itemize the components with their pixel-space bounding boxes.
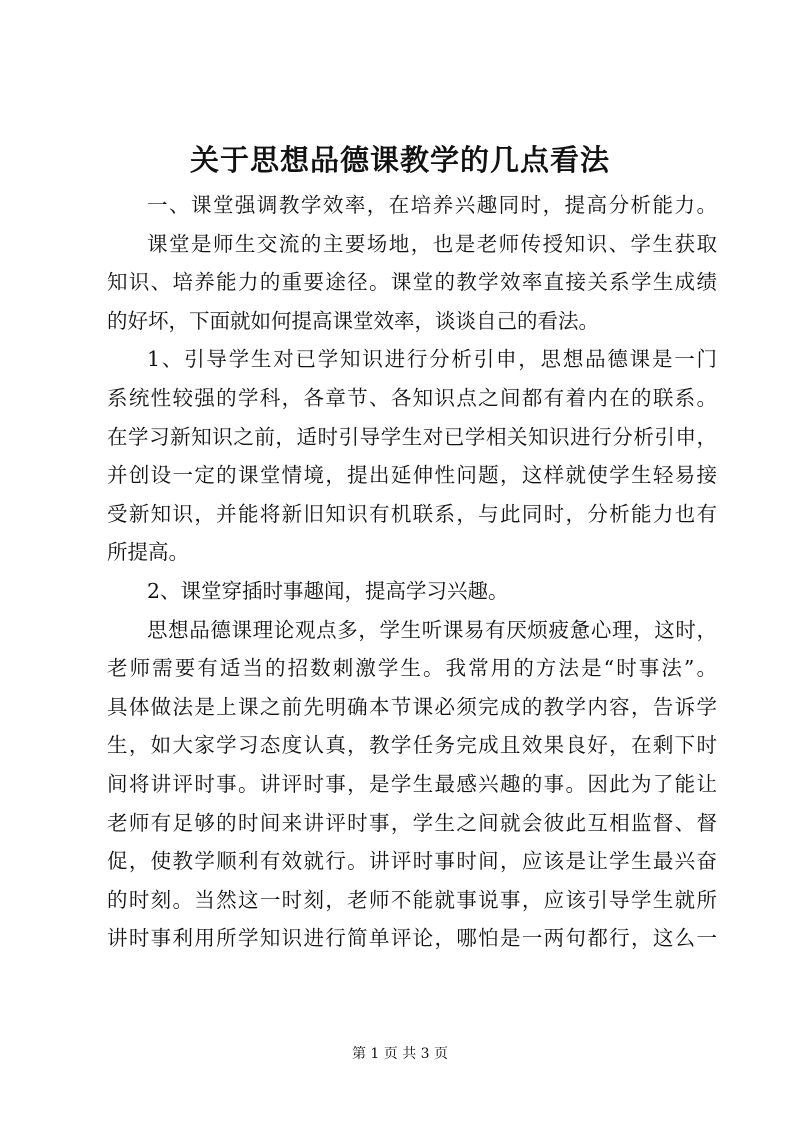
text-line: 讲时事利用所学知识进行简单评论，哪怕是一两句都行，这么一	[107, 926, 717, 951]
text-line: 的时刻。当然这一时刻，老师不能就事说事，应该引导学生就所	[107, 887, 717, 912]
text-line: 知识、培养能力的重要途径。课堂的教学效率直接关系学生成绩	[107, 270, 717, 295]
text-line: 并创设一定的课堂情境，提出延伸性问题，这样就使学生轻易接	[107, 463, 717, 488]
text-line: 受新知识，并能将新旧知识有机联系，与此同时，分析能力也有	[107, 501, 717, 526]
text-line: 促，使教学顺利有效就行。讲评时事时间，应该是让学生最兴奋	[107, 849, 717, 874]
text-line: 在学习新知识之前，适时引导学生对已学相关知识进行分析引申，	[107, 424, 717, 449]
text-line: 间将讲评时事。讲评时事，是学生最感兴趣的事。因此为了能让	[107, 771, 717, 796]
text-line: 一、课堂强调教学效率，在培养兴趣同时，提高分析能力。	[147, 193, 717, 217]
document-title: 关于思想品德课教学的几点看法	[189, 143, 610, 177]
text-line: 系统性较强的学科，各章节、各知识点之间都有着内在的联系。	[107, 385, 717, 410]
text-line: 2、课堂穿插时事趣闻，提高学习兴趣。	[147, 578, 509, 603]
text-line: 老师需要有适当的招数刺激学生。我常用的方法是“时事法”。	[107, 656, 717, 681]
text-line: 1、引导学生对已学知识进行分析引申，思想品德课是一门	[147, 347, 717, 372]
text-line: 的好坏，下面就如何提高课堂效率，谈谈自己的看法。	[107, 308, 599, 333]
document-body	[107, 186, 717, 958]
text-line: 具体做法是上课之前先明确本节课必须完成的教学内容，告诉学	[107, 694, 717, 719]
text-line: 生，如大家学习态度认真，教学任务完成且效果良好，在剩下时	[107, 733, 717, 758]
text-line: 所提高。	[107, 540, 189, 565]
page-footer: 第 1 页 共 3 页	[351, 1046, 449, 1062]
text-line: 课堂是师生交流的主要场地，也是老师传授知识、学生获取	[147, 231, 717, 256]
text-line: 思想品德课理论观点多，学生听课易有厌烦疲惫心理，这时，	[147, 617, 717, 642]
text-line: 老师有足够的时间来讲评时事，学生之间就会彼此互相监督、督	[107, 810, 717, 835]
